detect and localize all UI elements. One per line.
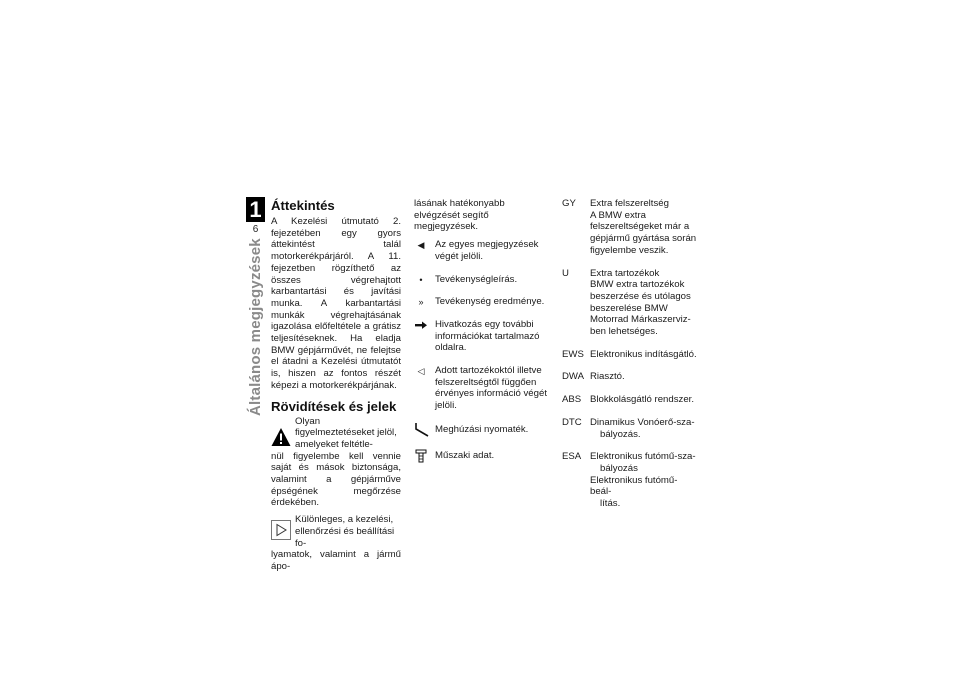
abbreviation-code: U: [562, 267, 569, 279]
abbreviation-text: Extra tartozékok: [590, 267, 660, 279]
legend-item: [414, 274, 548, 286]
legend-text: Tevékenység eredménye.: [435, 296, 545, 308]
abbreviation-detail: bályozás: [600, 462, 638, 474]
abbreviation-item: [562, 349, 698, 361]
abbreviation-code: DWA: [562, 371, 585, 383]
abbreviation-detail: lítás.: [600, 498, 621, 510]
abbreviation-item: [562, 451, 698, 510]
legend-item: [414, 450, 548, 462]
abbreviation-code: GY: [562, 198, 576, 209]
abbreviation-text: Dinamikus Vonóerő-sza-: [590, 416, 695, 428]
chapter-number: 1: [246, 197, 265, 222]
abbreviation-text: Extra felszereltség: [590, 198, 669, 209]
abbreviation-detail: Elektronikus futómű-beál-: [590, 474, 678, 498]
abbreviation-text: Elektronikus futómű-sza-: [590, 451, 696, 463]
overview-text: A Kezelési útmutató 2. fejezetében egy gyors áttekintést talál motorkerékpárjáról. A 11. fejezetben rögzíthető az összes végrehajtott karbantartási és javítási munka. A karbantartási munkák végrehajtásának igazolása előfeltétele a grátisz teljesítéseknek. Ha eladja BMW gépjárművét, ne felejtse el átadni a Kezelési útmutatót is, hiszen az fontos részét képezi a motorkerékpárjának.: [271, 216, 401, 391]
legend-text: Az egyes megjegyzések végét jelöli.: [435, 239, 539, 262]
abbreviation-detail: A BMW extra felszereltségeket már a gépjármű gyártása során figyelembe veszik.: [590, 209, 697, 256]
torque-icon: [414, 424, 428, 436]
abbreviation-code: ESA: [562, 451, 582, 463]
legend-text: Tevékenységleírás.: [435, 273, 518, 285]
legend-text: Adott tartozékoktól illetve felszereltségtől függően érvényes információ végét jelöli.: [435, 365, 547, 412]
page-number: 6: [252, 224, 259, 235]
reference-arrow-icon: [414, 319, 428, 331]
column-1: [271, 198, 401, 573]
end-marker-icon: ◀: [417, 240, 425, 251]
abbreviation-detail: bályozás.: [600, 428, 641, 440]
symbol-legend: [414, 239, 548, 461]
legend-item: [414, 424, 548, 436]
accessory-end-icon: ◁: [417, 366, 425, 377]
abbreviation-code: ABS: [562, 394, 582, 406]
abbreviation-item: [562, 394, 698, 406]
abbreviation-item: [562, 371, 698, 383]
abbreviation-item: [562, 198, 698, 257]
legend-text: Műszaki adat.: [435, 449, 495, 461]
special-note: [271, 514, 401, 573]
legend-item: [414, 239, 548, 262]
abbreviation-code: EWS: [562, 348, 584, 360]
chapter-side-title: Általános megjegyzések: [247, 238, 264, 416]
result-icon: »: [418, 297, 424, 308]
chapter-tab: [246, 197, 265, 238]
column-2-intro: lásának hatékonyabb elvégzését segítő megjegyzések.: [414, 198, 505, 233]
bullet-icon: •: [419, 274, 423, 285]
legend-item: [414, 319, 548, 354]
legend-text: Meghúzási nyomaték.: [435, 423, 529, 435]
abbreviation-code: DTC: [562, 416, 582, 428]
legend-text: Hivatkozás egy további információkat tartalmazó oldalra.: [435, 318, 540, 354]
legend-item: [414, 365, 548, 412]
abbreviation-text: Riasztó.: [590, 371, 625, 383]
overview-heading: Áttekintés: [271, 198, 335, 213]
warning-triangle-icon: [271, 427, 291, 447]
play-triangle-icon: [271, 520, 291, 540]
abbreviation-text: Elektronikus indításgátló.: [590, 348, 697, 360]
abbreviation-item: [562, 268, 698, 338]
technical-data-icon: [414, 450, 428, 462]
special-note-lead: Különleges, a kezelési, ellenőrzési és beállítási fo-: [295, 514, 395, 549]
column-2: [414, 198, 548, 472]
abbreviation-item: [562, 417, 698, 440]
warning-note-lead: Olyan figyelmeztetéseket jelöl, amelyeket feltétle-: [295, 415, 397, 450]
abbreviations-heading: Rövidítések és jelek: [271, 398, 397, 414]
abbreviation-text: Blokkolásgátló rendszer.: [590, 394, 694, 406]
abbreviation-list: [562, 198, 698, 521]
warning-note-rest: nül figyelembe kell vennie saját és mások biztonsága, valamint a gépjárműve épségének megőrzése érdekében.: [271, 450, 401, 509]
legend-item: [414, 296, 548, 308]
warning-note: [271, 416, 401, 510]
special-note-rest: lyamatok, valamint a jármű ápo-: [271, 549, 401, 572]
abbreviation-detail: BMW extra tartozékok beszerzése és utólagos beszerelése BMW Motorrad Márkaszerviz-ben lehetséges.: [590, 279, 691, 338]
